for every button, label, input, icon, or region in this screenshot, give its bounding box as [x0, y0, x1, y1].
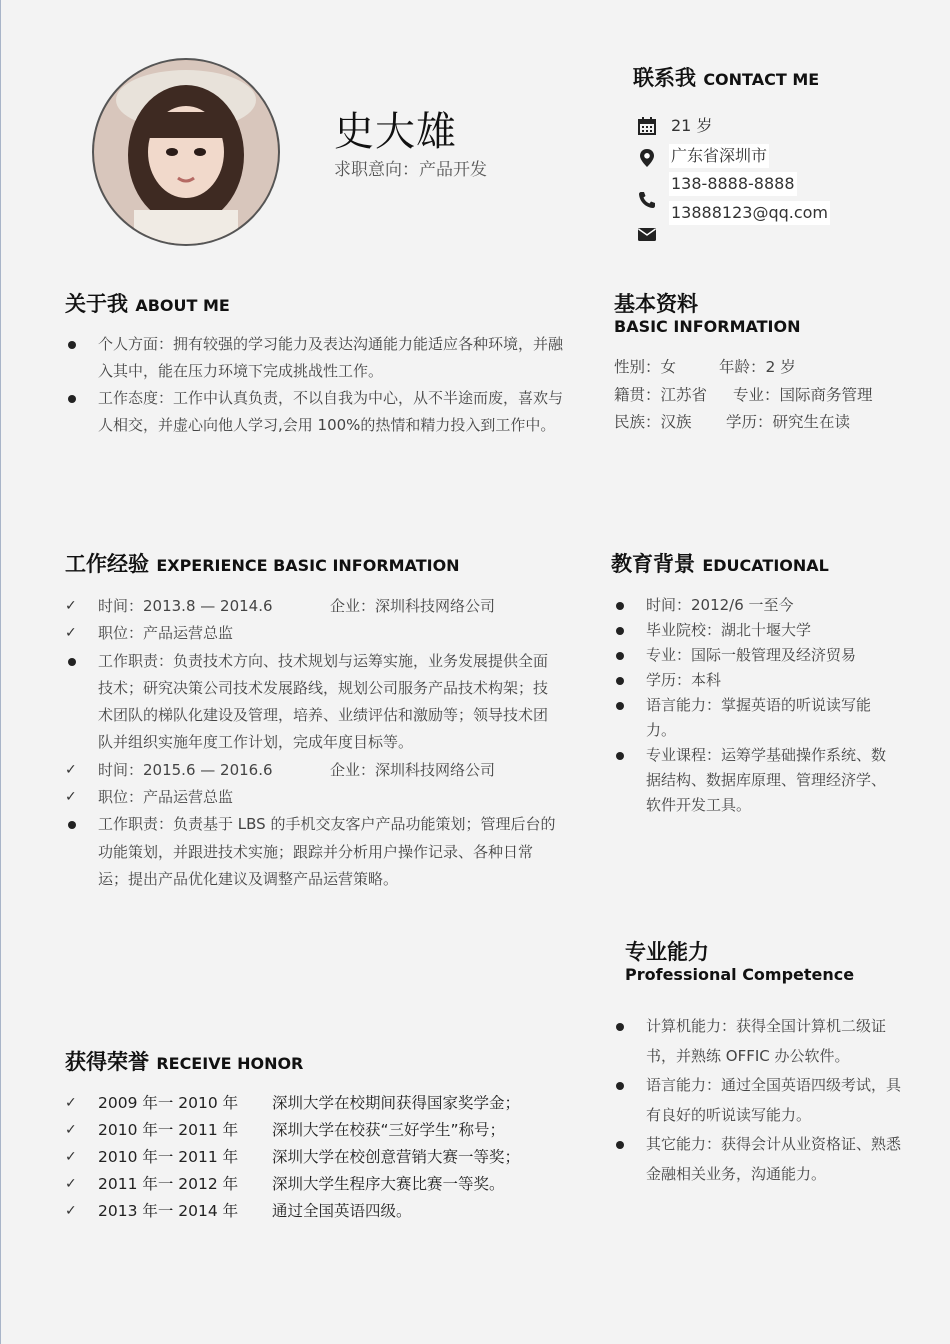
honor-list — [65, 1090, 545, 1225]
calendar-icon — [637, 116, 657, 136]
honor-period: 2009 年一 2010 年 — [98, 1094, 239, 1112]
basic-ethnicity: 民族：汉族 — [614, 413, 692, 431]
honor-text: 深圳大学在校获“三好学生”称号； — [272, 1121, 506, 1139]
honor-period: 2011 年一 2012 年 — [98, 1175, 239, 1193]
experience-title-en: EXPERIENCE BASIC INFORMATION — [156, 556, 460, 575]
education-item: 语言能力：掌握英语的听说读写能力。 — [613, 693, 895, 743]
email-text: 13888123@qq.com — [669, 201, 830, 225]
education-item: 专业课程：运筹学基础操作系统、数据结构、数据库原理、管理经济学、软件开发工具。 — [613, 743, 895, 818]
about-item: 个人方面：拥有较强的学习能力及表达沟通能力能适应各种环境，并融入其中，能在压力环境下完成挑战性工作。 — [65, 331, 565, 385]
job-duty: 工作职责：负责基于 LBS 的手机交友客户产品功能策划；管理后台的功能策划，并跟进技术实施；跟踪并分析用户操作记录、各种日常运；提出产品优化建议及调整产品运营策略。 — [65, 811, 562, 893]
basic-gender: 性别：女 — [614, 358, 677, 376]
honor-text: 深圳大学生程序大赛比赛一等奖。 — [272, 1175, 505, 1193]
applicant-name: 史大雄 — [334, 109, 457, 155]
honor-text: 深圳大学在校创意营销大赛一等奖； — [272, 1148, 521, 1166]
basic-age: 年龄：2 岁 — [719, 358, 796, 376]
job-company: 企业：深圳科技网络公司 — [330, 760, 496, 779]
basic-major: 专业：国际商务管理 — [733, 386, 873, 404]
job-company: 企业：深圳科技网络公司 — [330, 597, 496, 615]
experience-section-title — [65, 548, 460, 578]
skill-item: 其它能力：获得会计从业资格证、熟悉金融相关业务，沟通能力。 — [613, 1130, 903, 1189]
skills-title: 专业能力 — [625, 940, 709, 964]
honor-item — [65, 1171, 545, 1198]
portrait-image — [94, 60, 278, 244]
contact-title: 联系我 — [633, 66, 696, 90]
basic-title: 基本资料 — [614, 292, 698, 316]
honor-item — [65, 1198, 545, 1225]
about-section-title — [65, 288, 230, 318]
honor-title: 获得荣誉 — [65, 1050, 149, 1074]
mail-icon — [637, 224, 657, 244]
location-pin-icon — [637, 148, 657, 168]
basic-row — [614, 353, 914, 381]
education-title-en: EDUCATIONAL — [702, 556, 829, 575]
contact-title-en: CONTACT ME — [703, 70, 820, 89]
honor-text: 通过全国英语四级。 — [272, 1202, 412, 1220]
job-position: ✓ 职位：产品运营总监 — [65, 784, 562, 811]
education-title: 教育背景 — [611, 552, 695, 576]
basic-origin: 籍贯：江苏省 — [614, 386, 708, 404]
skills-list — [613, 1012, 903, 1189]
job-intent: 求职意向：产品开发 — [334, 160, 487, 180]
about-item: 工作态度：工作中认真负责，不以自我为中心，从不半途而废，喜欢与人相交，并虚心向他人学习,会用 100%的热情和精力投入到工作中。 — [65, 385, 565, 439]
contact-section-title — [633, 62, 819, 92]
basic-row — [614, 381, 914, 409]
skills-section-title — [625, 940, 854, 986]
experience-list — [65, 593, 562, 893]
education-item: 时间：2012/6 一至今 — [613, 593, 895, 618]
job-position: ✓ 职位：产品运营总监 — [65, 620, 562, 647]
education-item: 专业：国际一般管理及经济贸易 — [613, 643, 895, 668]
honor-period: 2010 年一 2011 年 — [98, 1148, 239, 1166]
honor-period: 2013 年一 2014 年 — [98, 1202, 239, 1220]
job-time: 时间：2015.6 — 2016.6 — [98, 760, 273, 779]
job-duty: 工作职责：负责技术方向、技术规划与运筹实施，业务发展提供全面技术；研究决策公司技术发展路线，规划公司服务产品技术构架；技术团队的梯队化建设及管理，培养、业绩评估和激励等；领导技术团队并组织实施年度工作计划，完成年度目标等。 — [65, 648, 562, 757]
age-text: 21 岁 — [671, 116, 713, 135]
education-item: 毕业院校：湖北十堰大学 — [613, 618, 895, 643]
job-time: 时间：2013.8 — 2014.6 — [98, 597, 273, 615]
job-time-row — [65, 757, 562, 784]
about-title: 关于我 — [65, 292, 128, 316]
honor-item — [65, 1117, 545, 1144]
education-list — [613, 593, 895, 818]
phone-icon — [637, 190, 657, 210]
basic-degree: 学历：研究生在读 — [726, 413, 851, 431]
about-title-en: ABOUT ME — [135, 296, 230, 315]
avatar — [92, 58, 280, 246]
location-text: 广东省深圳市 — [669, 144, 769, 168]
skills-title-en: Professional Competence — [625, 965, 855, 984]
basic-section-title — [614, 292, 800, 338]
honor-item — [65, 1090, 545, 1117]
about-list — [65, 331, 565, 439]
honor-section-title — [65, 1046, 303, 1076]
honor-item — [65, 1144, 545, 1171]
education-item: 学历：本科 — [613, 668, 895, 693]
basic-title-en: BASIC INFORMATION — [614, 317, 801, 336]
honor-period: 2010 年一 2011 年 — [98, 1121, 239, 1139]
phone-text: 138-8888-8888 — [669, 172, 797, 196]
honor-text: 深圳大学在校期间获得国家奖学金； — [272, 1094, 521, 1112]
honor-title-en: RECEIVE HONOR — [156, 1054, 304, 1073]
skill-item: 计算机能力：获得全国计算机二级证书，并熟练 OFFIC 办公软件。 — [613, 1012, 903, 1071]
education-section-title — [611, 548, 829, 578]
skill-item: 语言能力：通过全国英语四级考试，具有良好的听说读写能力。 — [613, 1071, 903, 1130]
basic-row — [614, 408, 914, 436]
job-time-row — [65, 593, 562, 620]
experience-title: 工作经验 — [65, 552, 149, 576]
